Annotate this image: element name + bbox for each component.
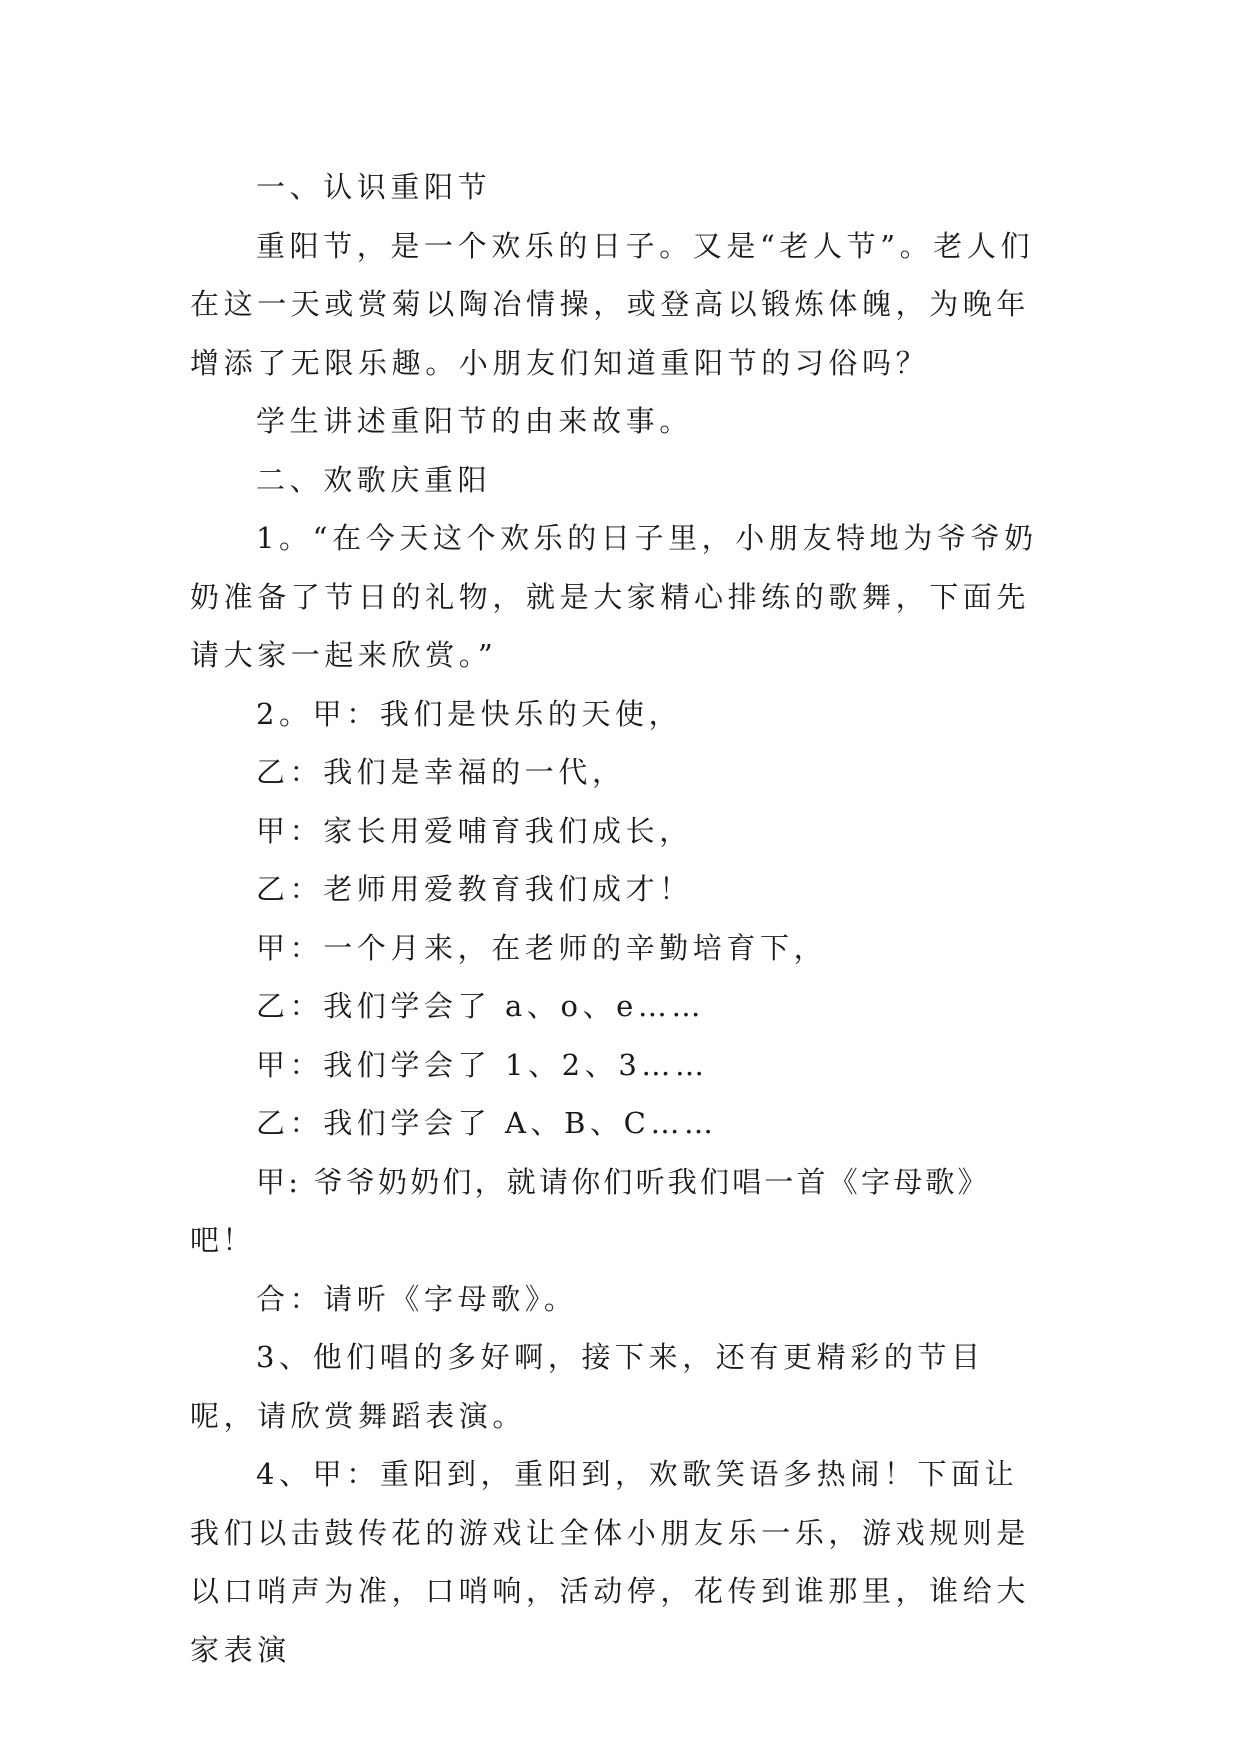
paragraph-item-4: 4、甲：重阳到，重阳到，欢歌笑语多热闹！下面让我们以击鼓传花的游戏让全体小朋友乐一乐，游戏规则是以口哨声为准，口哨响，活动停，花传到谁那里，谁给大家表演: [190, 1457, 1031, 1667]
paragraph-item-3: 3、他们唱的多好啊，接下来，还有更精彩的节目呢，请欣赏舞蹈表演。: [190, 1340, 985, 1433]
dialogue-line: 乙：老师用爱教育我们成才！: [256, 872, 693, 906]
dialogue-line: 乙：我们是幸福的一代，: [256, 755, 626, 789]
paragraph-intro: 重阳节，是一个欢乐的日子。又是“老人节”。老人们在这一天或赏菊以陶冶情操，或登高以锻炼体魄，为晚年增添了无限乐趣。小朋友们知道重阳节的习俗吗？: [190, 228, 1035, 380]
dialogue-line: 合：请听《字母歌》。: [256, 1281, 578, 1316]
section-heading-1: 一、认识重阳节: [256, 170, 492, 204]
paragraph-story: 学生讲述重阳节的由来故事。: [256, 404, 693, 438]
dialogue-line: 2。甲：我们是快乐的天使，: [256, 696, 683, 731]
dialogue-line: 甲：我们学会了 1、2、3……: [256, 1047, 709, 1082]
document-body: [190, 158, 1048, 1679]
section-heading-2: 二、欢歌庆重阳: [256, 462, 492, 497]
paragraph-item-1: 1。“在今天这个欢乐的日子里，小朋友特地为爷爷奶奶准备了节日的礼物，就是大家精心排练的歌舞，下面先请大家一起来欣赏。”: [190, 521, 1038, 672]
dialogue-line: 甲：一个月来，在老师的辛勤培育下，: [256, 930, 828, 965]
dialogue-line: 甲：家长用爱哺育我们成长，: [256, 813, 693, 848]
dialogue-line: 乙：我们学会了 A、B、C……: [256, 1106, 718, 1140]
dialogue-line: 甲: 爷爷奶奶们，就请你们听我们唱一首《字母歌》吧！: [190, 1164, 990, 1257]
dialogue-line: 乙：我们学会了 a、o、e……: [256, 989, 706, 1023]
